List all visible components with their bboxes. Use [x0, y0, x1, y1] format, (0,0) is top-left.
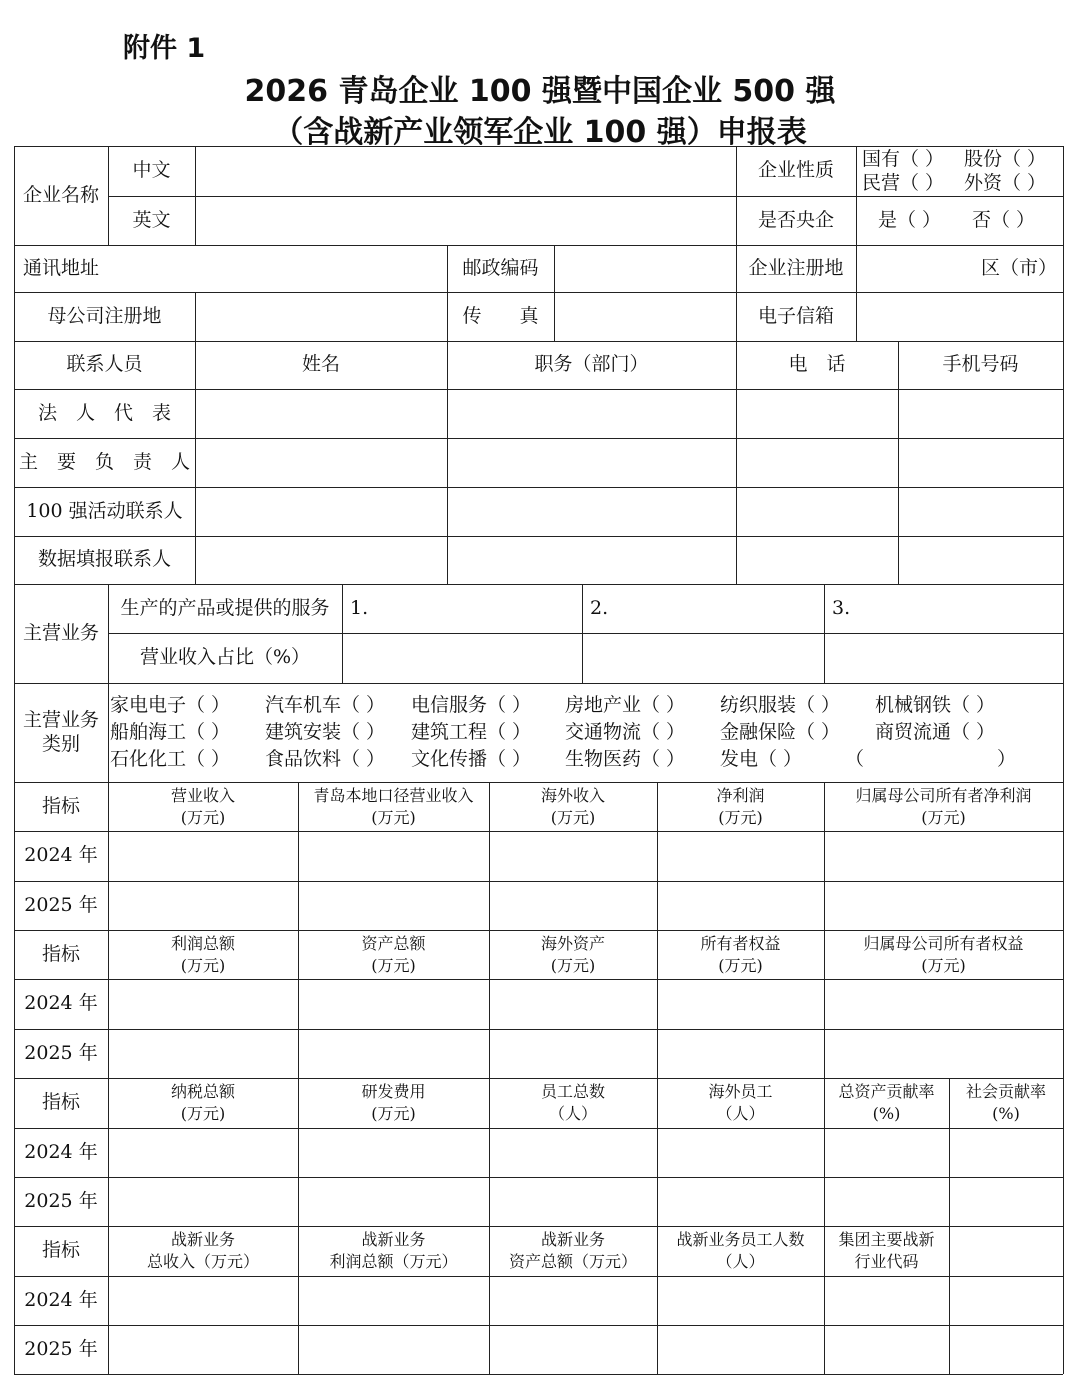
category-option[interactable]: 石化化工（ ）	[110, 748, 231, 770]
indicator-label: 指标	[41, 942, 80, 965]
year-label: 2024 年	[24, 992, 98, 1015]
indicator-header: 利润总额 (万元)	[170, 933, 235, 975]
contacts-header: 联系人员	[66, 353, 143, 376]
chinese-name-label: 中文	[132, 159, 171, 182]
indicator-header: 战新业务 资产总额（万元）	[508, 1230, 637, 1271]
category-option[interactable]: 船舶海工（ ）	[110, 721, 231, 743]
indicator-header: 员工总数 （人）	[540, 1082, 605, 1123]
central-enterprise-label: 是否央企	[757, 208, 834, 231]
fax-field[interactable]	[554, 292, 736, 341]
chinese-name-field[interactable]	[195, 146, 736, 196]
indicator-header: 营业收入 (万元)	[170, 785, 235, 827]
indicator-header: 资产总额 (万元)	[361, 933, 426, 975]
indicator-header: 海外收入 (万元)	[540, 785, 605, 827]
year-label: 2024 年	[24, 1140, 98, 1163]
indicator-header: 战新业务 利润总额（万元）	[329, 1230, 458, 1271]
contact-mobile-header: 手机号码	[942, 353, 1019, 376]
year-label: 2024 年	[24, 1288, 98, 1311]
indicator-label: 指标	[41, 1239, 80, 1262]
category-option[interactable]: 电信服务（ ）	[411, 694, 532, 716]
english-name-label: 英文	[132, 208, 171, 231]
parent-registration-label: 母公司注册地	[47, 304, 162, 327]
english-name-field[interactable]	[195, 196, 736, 245]
year-label: 2024 年	[24, 844, 98, 867]
indicator-header: 集团主要战新 行业代码	[838, 1230, 935, 1271]
category-option[interactable]: 汽车机车（ ）	[265, 694, 386, 716]
fax-label: 传 真	[462, 304, 539, 327]
contact-role-legal-rep: 法 人 代 表	[37, 401, 171, 424]
address-field[interactable]	[108, 245, 447, 292]
indicator-header: 归属母公司所有者权益 (万元)	[863, 933, 1024, 975]
address-label: 通讯地址	[22, 256, 99, 279]
indicator-header: 海外员工 （人）	[708, 1082, 773, 1123]
product-item-3[interactable]: 3.	[832, 596, 851, 619]
category-option[interactable]: 商贸流通（ ）	[875, 721, 996, 743]
category-option[interactable]: 房地产业（ ）	[565, 694, 686, 716]
indicator-header: 总资产贡献率 (%)	[838, 1082, 935, 1123]
contact-role-principal: 主 要 负 责 人	[18, 450, 190, 473]
indicator-header: 战新业务员工人数 （人）	[676, 1230, 805, 1271]
category-option[interactable]: 家电电子（ ）	[110, 694, 231, 716]
attachment-label: 附件 1	[123, 33, 206, 64]
category-option[interactable]: 建筑安装（ ）	[265, 721, 386, 743]
nature-state-owned-checkbox[interactable]: 国有（ ）	[862, 148, 945, 171]
parent-registration-field[interactable]	[195, 292, 447, 341]
email-field[interactable]	[856, 292, 1063, 341]
category-option[interactable]: 交通物流（ ）	[565, 721, 686, 743]
indicator-header: 归属母公司所有者净利润 (万元)	[855, 785, 1032, 827]
indicator-header: 纳税总额 (万元)	[170, 1082, 235, 1123]
indicator-header: 社会贡献率 (%)	[965, 1082, 1046, 1123]
indicator-header: 海外资产 (万元)	[540, 933, 605, 975]
registration-place-label: 企业注册地	[748, 256, 844, 279]
form-title: 2026 青岛企业 100 强暨中国企业 500 强	[244, 74, 836, 109]
category-option[interactable]: 金融保险（ ）	[720, 721, 841, 743]
products-services-label: 生产的产品或提供的服务	[120, 596, 330, 619]
year-label: 2025 年	[24, 1041, 98, 1064]
form-subtitle: （含战新产业领军企业 100 强）申报表	[273, 115, 807, 150]
indicator-header: 净利润 (万元)	[716, 785, 765, 827]
postcode-field[interactable]	[554, 245, 736, 292]
indicator-header: 青岛本地口径营业收入 (万元)	[313, 785, 474, 827]
category-option-other[interactable]: （ ）	[845, 748, 1017, 770]
nature-foreign-checkbox[interactable]: 外资（ ）	[964, 172, 1047, 195]
nature-private-checkbox[interactable]: 民营（ ）	[862, 172, 945, 195]
central-yes-checkbox[interactable]: 是（ ）	[878, 208, 942, 231]
contact-position-header: 职务（部门）	[534, 353, 649, 376]
category-option[interactable]: 建筑工程（ ）	[411, 721, 532, 743]
category-option[interactable]: 生物医药（ ）	[565, 748, 686, 770]
application-form-table	[14, 146, 1063, 1374]
year-label: 2025 年	[24, 1189, 98, 1212]
indicator-header: 战新业务 总收入（万元）	[146, 1230, 259, 1271]
postcode-label: 邮政编码	[462, 256, 539, 279]
category-option[interactable]: 机械钢铁（ ）	[875, 694, 996, 716]
revenue-share-label: 营业收入占比（%）	[139, 646, 311, 669]
year-label: 2025 年	[24, 893, 98, 916]
company-name-label: 企业名称	[22, 183, 99, 206]
category-option[interactable]: 纺织服装（ ）	[720, 694, 841, 716]
indicator-label: 指标	[41, 794, 80, 817]
contact-name-header: 姓名	[301, 353, 340, 376]
business-category-label: 主营业务 类别	[22, 708, 99, 755]
year-label: 2025 年	[24, 1337, 98, 1360]
contact-role-activity: 100 强活动联系人	[26, 499, 183, 522]
product-item-1[interactable]: 1.	[350, 596, 369, 619]
email-label: 电子信箱	[757, 304, 834, 327]
registration-district-suffix[interactable]: 区（市）	[980, 256, 1057, 279]
indicator-header: 研发费用 (万元)	[361, 1082, 426, 1123]
nature-joint-stock-checkbox[interactable]: 股份（ ）	[964, 148, 1047, 171]
category-option[interactable]: 发电（ ）	[720, 748, 803, 770]
indicator-label: 指标	[41, 1091, 80, 1114]
indicator-header: 所有者权益 (万元)	[700, 933, 781, 975]
contact-phone-header: 电 话	[788, 353, 846, 376]
product-item-2[interactable]: 2.	[590, 596, 609, 619]
main-business-label: 主营业务	[22, 621, 99, 644]
contact-role-data-filler: 数据填报联系人	[37, 548, 171, 571]
central-no-checkbox[interactable]: 否（ ）	[972, 208, 1036, 231]
company-nature-label: 企业性质	[757, 159, 834, 182]
category-option[interactable]: 文化传播（ ）	[411, 748, 532, 770]
category-option[interactable]: 食品饮料（ ）	[265, 748, 386, 770]
